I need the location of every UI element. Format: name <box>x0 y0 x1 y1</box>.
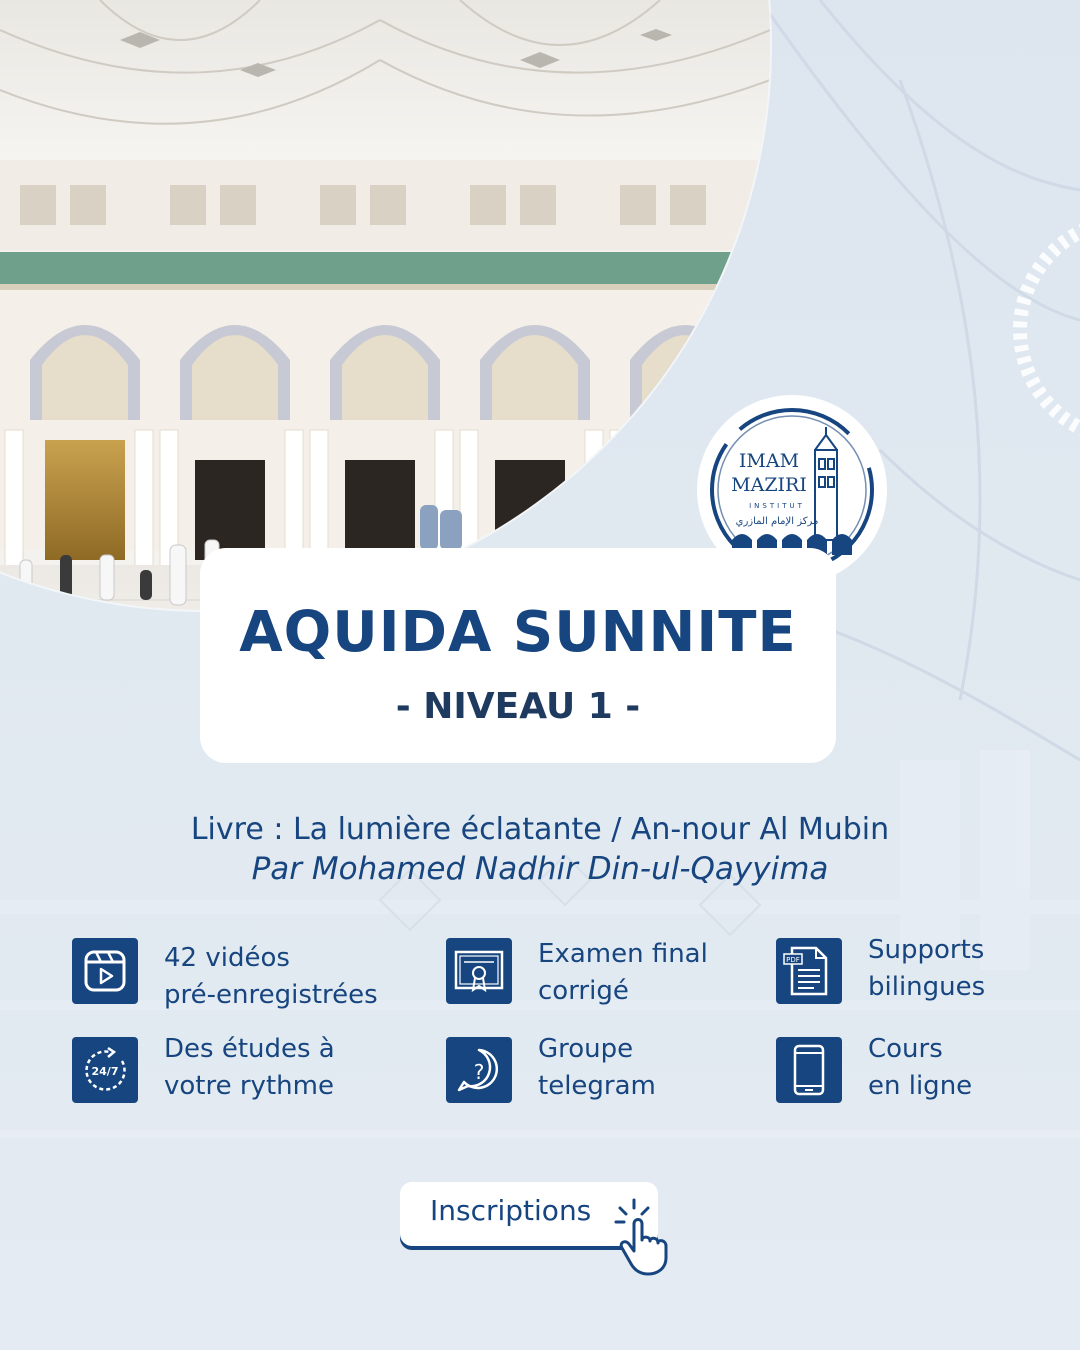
feature-videos-text: 42 vidéos pré-enregistrées <box>164 943 378 1010</box>
course-title-card <box>200 548 836 763</box>
logo-arabic: مركز الإمام المازري <box>735 516 819 527</box>
logo-line3: INSTITUT <box>749 502 805 510</box>
course-level: - NIVEAU 1 - <box>395 686 641 727</box>
logo-line2: MAZIRI <box>731 474 807 496</box>
feature-exam-text: Examen final corrigé <box>538 939 708 1006</box>
feature-online-text: Cours en ligne <box>868 1034 973 1101</box>
course-title: AQUIDA SUNNITE <box>239 600 797 665</box>
book-title: Livre : La lumière éclatante / An-nour Al Mubin <box>190 812 890 847</box>
mosque-photo <box>0 0 770 610</box>
svg-text:?: ? <box>473 1060 485 1084</box>
question-chat-icon <box>446 1037 512 1103</box>
feature-telegram-text: Groupe telegram <box>538 1034 656 1101</box>
feature-supports-text: Supports bilingues <box>868 935 986 1002</box>
video-play-icon <box>72 938 138 1004</box>
inscriptions-button-label: Inscriptions <box>430 1194 592 1227</box>
logo-line1: IMAM <box>738 450 800 472</box>
svg-text:24/7: 24/7 <box>91 1065 119 1078</box>
clock-24-7-icon <box>72 1037 138 1103</box>
smartphone-icon <box>776 1037 842 1103</box>
pdf-document-icon <box>776 938 842 1004</box>
book-author: Par Mohamed Nadhir Din-ul-Qayyima <box>251 851 829 887</box>
hand-pointer-icon <box>612 1196 684 1276</box>
feature-pace-text: Des études à votre rythme <box>164 1034 335 1101</box>
svg-text:PDF: PDF <box>786 956 800 964</box>
certificate-icon <box>446 938 512 1004</box>
